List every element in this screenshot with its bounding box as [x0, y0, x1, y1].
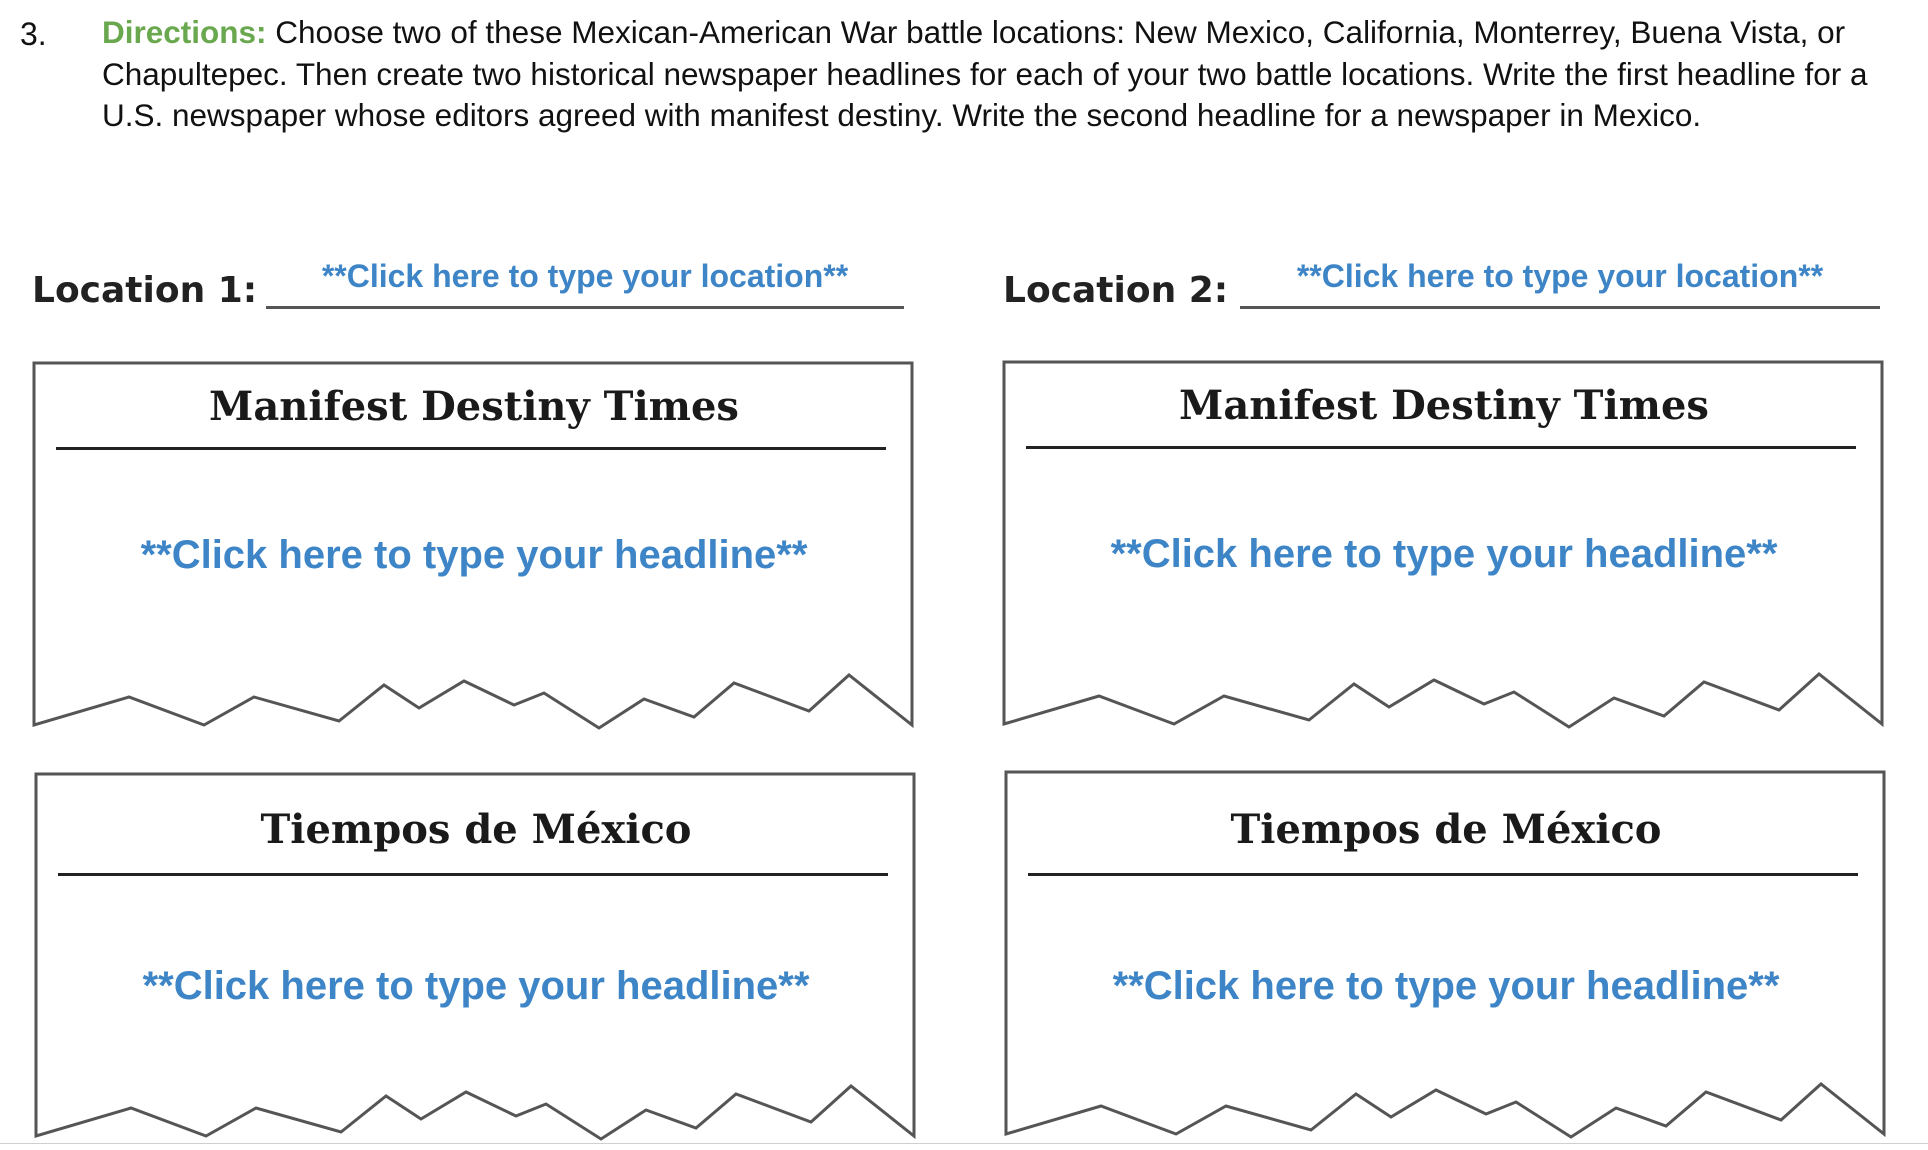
location-2-label: Location 2:: [1003, 270, 1229, 311]
directions-paragraph: [102, 12, 1892, 137]
us-headline-input-2[interactable]: **Click here to type your headline**: [1110, 532, 1778, 576]
masthead-rule: [56, 447, 886, 450]
masthead-rule: [1026, 446, 1856, 449]
us-masthead: Manifest Destiny Times: [209, 383, 739, 430]
mx-headline-input-2[interactable]: **Click here to type your headline**: [1112, 964, 1780, 1008]
location-2-input[interactable]: **Click here to type your location**: [1296, 258, 1824, 294]
location-1-input[interactable]: **Click here to type your location**: [321, 258, 849, 294]
location-1-label: Location 1:: [32, 270, 258, 311]
us-headline-input-1[interactable]: **Click here to type your headline**: [140, 533, 808, 577]
location-2-underline: [1240, 306, 1880, 309]
mx-masthead: Tiempos de México: [260, 806, 692, 853]
directions-text: Choose two of these Mexican-American War battle locations: New Mexico, California, Monterrey, Buena Vista, or Chapultepec. Then create two historical newspaper headlines for each of your two battle locations. Write the first headline for a U.S. newspaper whose editors agreed with manifest destiny. Write the second headline for a newspaper in Mexico.: [102, 14, 1868, 133]
masthead-rule: [1028, 873, 1858, 876]
location-1-underline: [266, 306, 904, 309]
mx-headline-input-1[interactable]: **Click here to type your headline**: [142, 964, 810, 1008]
mx-masthead: Tiempos de México: [1230, 806, 1662, 853]
question-number: 3.: [20, 16, 47, 52]
page-bottom-edge: [0, 1143, 1928, 1144]
us-masthead: Manifest Destiny Times: [1179, 382, 1709, 429]
masthead-rule: [58, 873, 888, 876]
directions-lead: Directions:: [102, 14, 267, 50]
